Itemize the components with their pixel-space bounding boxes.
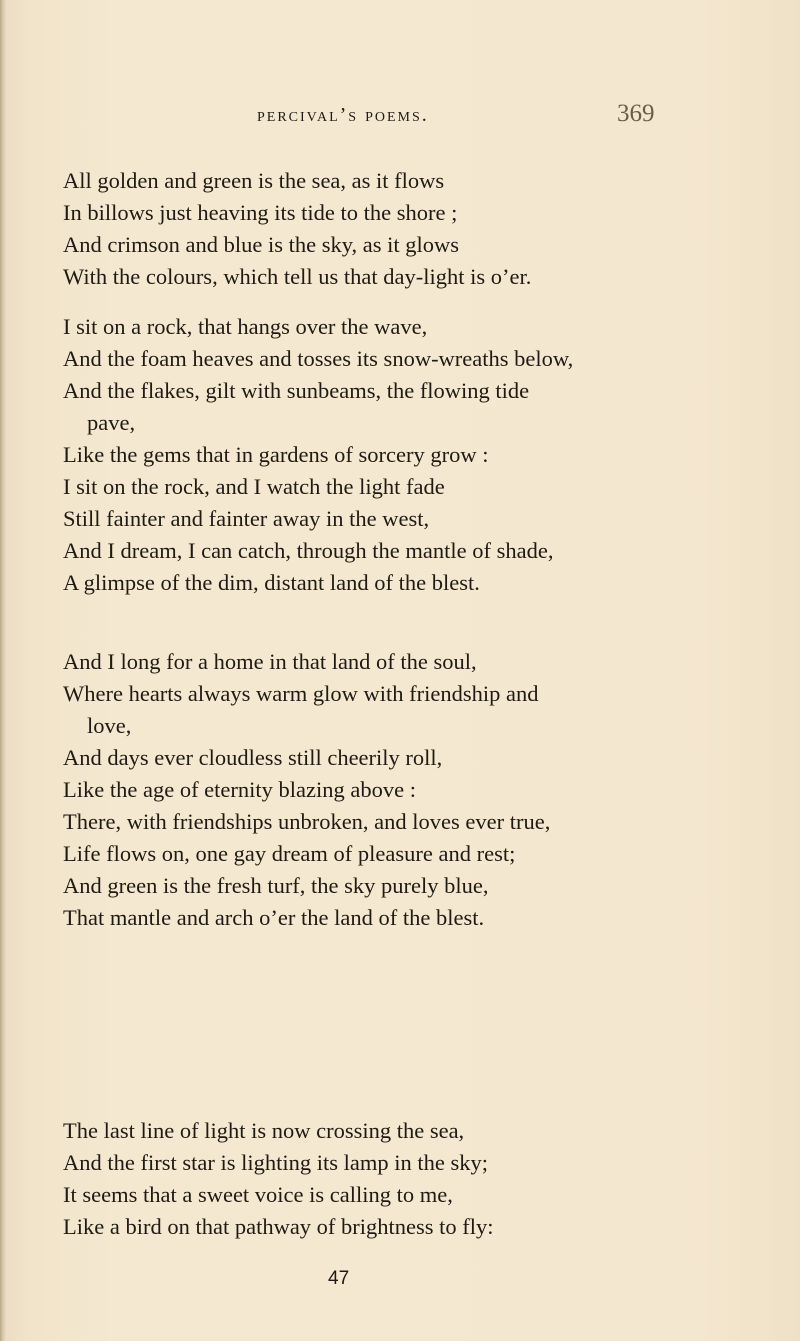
poem-line: And green is the fresh turf, the sky purely blue, (63, 873, 489, 898)
poem-line: And I dream, I can catch, through the mantle of shade, (63, 538, 554, 563)
poem-line: A glimpse of the dim, distant land of the blest. (63, 570, 480, 595)
poem-line: The last line of light is now crossing the sea, (63, 1118, 465, 1143)
poem-line: And crimson and blue is the sky, as it glows (63, 232, 460, 257)
poem-line: And the foam heaves and tosses its snow-wreaths below, (63, 346, 574, 371)
running-title: percival’s poems. (257, 104, 429, 126)
poem-line: And the flakes, gilt with sunbeams, the flowing tide (63, 378, 530, 403)
poem-line: With the colours, which tell us that day-light is o’er. (63, 264, 532, 289)
poem-line: Where hearts always warm glow with friendship and (63, 681, 539, 706)
poem-line: And days ever cloudless still cheerily roll, (63, 745, 443, 770)
stanza-2 (63, 311, 763, 599)
page-edge-shadow (0, 0, 6, 1341)
poem-line: That mantle and arch o’er the land of the blest. (63, 905, 485, 930)
stanza-1 (63, 165, 763, 293)
poem-line: It seems that a sweet voice is calling to me, (63, 1182, 453, 1207)
poem-line: And I long for a home in that land of the soul, (63, 649, 477, 674)
poem-line: Like a bird on that pathway of brightness to fly: (63, 1214, 494, 1239)
poem-line: I sit on a rock, that hangs over the wave, (63, 314, 428, 339)
signature-mark: 47 (328, 1268, 350, 1289)
poem-line: Like the gems that in gardens of sorcery grow : (63, 442, 489, 467)
stanza-4 (63, 1115, 763, 1243)
poem-line: There, with friendships unbroken, and loves ever true, (63, 809, 551, 834)
poem-line: All golden and green is the sea, as it flows (63, 168, 445, 193)
poem-line: And the first star is lighting its lamp in the sky; (63, 1150, 488, 1175)
poem-line: Like the age of eternity blazing above : (63, 777, 416, 802)
poem-line-continuation: love, (87, 713, 132, 738)
poem-line: In billows just heaving its tide to the shore ; (63, 200, 458, 225)
poem-line: I sit on the rock, and I watch the light fade (63, 474, 445, 499)
poem-line: Still fainter and fainter away in the west, (63, 506, 430, 531)
page-number: 369 (617, 100, 655, 127)
page-header (0, 100, 800, 134)
stanza-3 (63, 646, 763, 934)
poem-line-continuation: pave, (87, 410, 136, 435)
poem-line: Life flows on, one gay dream of pleasure and rest; (63, 841, 516, 866)
